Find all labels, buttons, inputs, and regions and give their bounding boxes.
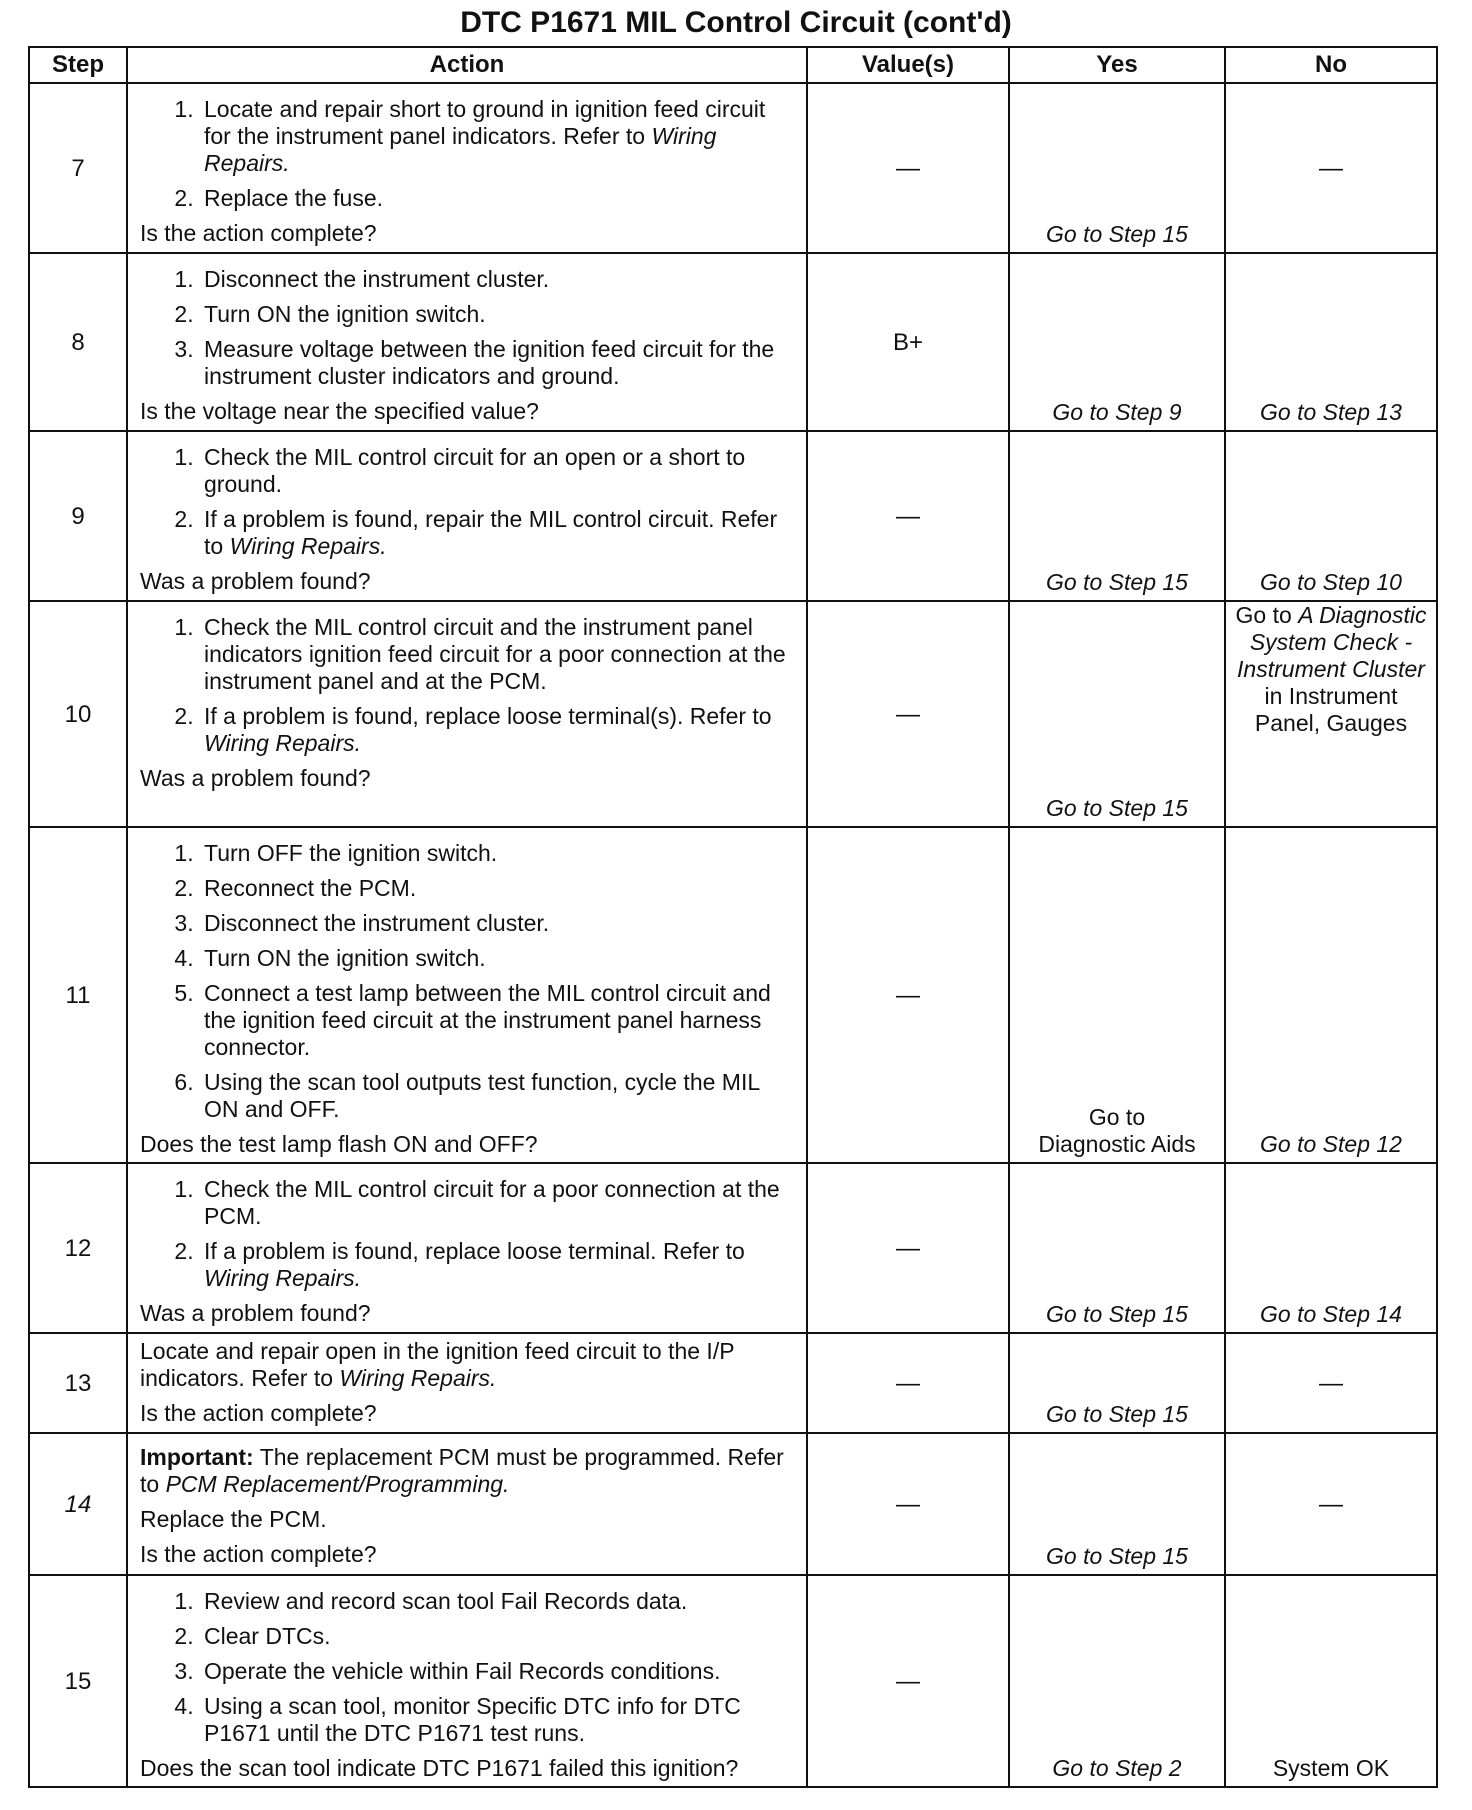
step-number: 13 xyxy=(29,1333,127,1433)
diagnostic-table xyxy=(28,46,1438,1788)
no-cell: Go to Step 13 xyxy=(1225,253,1437,431)
no-cell: Go to A Diagnostic System Check - Instrument Cluster in Instrument Panel, Gauges xyxy=(1225,601,1437,827)
no-cell: — xyxy=(1225,83,1437,253)
step-number: 10 xyxy=(29,601,127,827)
action-item: 1. Check the MIL control circuit for a poor connection at the PCM. xyxy=(200,1176,796,1230)
yes-cell: Go to Step 15 xyxy=(1009,431,1225,601)
action-item: 4. Turn ON the ignition switch. xyxy=(200,945,796,972)
no-cell: Go to Step 12 xyxy=(1225,827,1437,1163)
col-header-action: Action xyxy=(127,47,807,83)
action-item: 2. Reconnect the PCM. xyxy=(200,875,796,902)
action-question: Was a problem found? xyxy=(140,765,371,791)
col-header-values: Value(s) xyxy=(807,47,1009,83)
action-item: 2. Clear DTCs. xyxy=(200,1623,796,1650)
page-title: DTC P1671 MIL Control Circuit (cont'd) xyxy=(460,6,1012,39)
reference-link: Wiring Repairs. xyxy=(339,1365,497,1391)
action-item: 2. If a problem is found, repair the MIL control circuit. Refer to Wiring Repairs. xyxy=(200,506,796,560)
step-number: 12 xyxy=(29,1163,127,1333)
value-cell: — xyxy=(807,1163,1009,1333)
action-cell xyxy=(127,431,807,601)
action-question: Is the voltage near the specified value? xyxy=(140,398,539,424)
action-text: Locate and repair open in the ignition feed circuit to the I/P indicators. Refer to Wiring Repairs. xyxy=(140,1338,735,1391)
step-number: 8 xyxy=(29,253,127,431)
table-row xyxy=(29,253,1437,431)
value-cell: B+ xyxy=(807,253,1009,431)
action-item: 6. Using the scan tool outputs test function, cycle the MIL ON and OFF. xyxy=(200,1069,796,1123)
action-cell xyxy=(127,253,807,431)
important-note: Important: The replacement PCM must be programmed. Refer to PCM Replacement/Programming. xyxy=(140,1444,784,1497)
action-cell xyxy=(127,1433,807,1575)
yes-cell: Go to Step 15 xyxy=(1009,601,1225,827)
reference-link: Wiring Repairs. xyxy=(229,533,387,559)
no-cell: System OK xyxy=(1225,1575,1437,1787)
yes-cell: Go to Diagnostic Aids xyxy=(1009,827,1225,1163)
action-item: 1. Turn OFF the ignition switch. xyxy=(200,840,796,867)
action-item: 3. Disconnect the instrument cluster. xyxy=(200,910,796,937)
action-item: 1. Review and record scan tool Fail Records data. xyxy=(200,1588,796,1615)
reference-link: A Diagnostic System Check - Instrument Cluster xyxy=(1237,602,1427,682)
value-cell: — xyxy=(807,601,1009,827)
action-item: 2. Replace the fuse. xyxy=(200,185,796,212)
action-item: 1. Check the MIL control circuit and the instrument panel indicators ignition feed circuit for a poor connection at the instrument panel and at the PCM. xyxy=(200,614,796,695)
action-question: Does the scan tool indicate DTC P1671 failed this ignition? xyxy=(140,1755,739,1781)
value-cell: — xyxy=(807,83,1009,253)
action-cell xyxy=(127,1575,807,1787)
action-question: Is the action complete? xyxy=(140,1541,377,1567)
step-number: 7 xyxy=(29,83,127,253)
value-cell: — xyxy=(807,1575,1009,1787)
step-number: 14 xyxy=(29,1433,127,1575)
action-question: Is the action complete? xyxy=(140,220,377,246)
col-header-step: Step xyxy=(29,47,127,83)
step-number: 9 xyxy=(29,431,127,601)
action-item: 2. If a problem is found, replace loose terminal. Refer to Wiring Repairs. xyxy=(200,1238,796,1292)
reference-link: Wiring Repairs. xyxy=(204,123,717,176)
table-row xyxy=(29,1575,1437,1787)
table-row xyxy=(29,83,1437,253)
no-cell: — xyxy=(1225,1433,1437,1575)
action-item: 3. Operate the vehicle within Fail Records conditions. xyxy=(200,1658,796,1685)
table-row xyxy=(29,601,1437,827)
action-item: 4. Using a scan tool, monitor Specific DTC info for DTC P1671 until the DTC P1671 test runs. xyxy=(200,1693,796,1747)
col-header-yes: Yes xyxy=(1009,47,1225,83)
action-cell xyxy=(127,827,807,1163)
value-cell: — xyxy=(807,1333,1009,1433)
col-header-no: No xyxy=(1225,47,1437,83)
yes-cell: Go to Step 15 xyxy=(1009,83,1225,253)
action-cell xyxy=(127,601,807,827)
action-item: 2. If a problem is found, replace loose terminal(s). Refer to Wiring Repairs. xyxy=(200,703,796,757)
yes-cell: Go to Step 15 xyxy=(1009,1163,1225,1333)
action-cell xyxy=(127,83,807,253)
action-item: 2. Turn ON the ignition switch. xyxy=(200,301,796,328)
table-row xyxy=(29,431,1437,601)
no-cell: Go to Step 10 xyxy=(1225,431,1437,601)
action-item: 3. Measure voltage between the ignition feed circuit for the instrument cluster indicators and ground. xyxy=(200,336,796,390)
action-question: Was a problem found? xyxy=(140,568,371,594)
action-item: 1. Check the MIL control circuit for an open or a short to ground. xyxy=(200,444,796,498)
action-question: Is the action complete? xyxy=(140,1400,377,1426)
value-cell: — xyxy=(807,431,1009,601)
action-item: 1. Locate and repair short to ground in ignition feed circuit for the instrument panel indicators. Refer to Wiring Repairs. xyxy=(200,96,796,177)
reference-link: PCM Replacement/Programming. xyxy=(165,1471,510,1497)
table-row xyxy=(29,1333,1437,1433)
no-cell: Go to Step 14 xyxy=(1225,1163,1437,1333)
action-cell xyxy=(127,1163,807,1333)
yes-cell: Go to Step 15 xyxy=(1009,1333,1225,1433)
action-cell xyxy=(127,1333,807,1433)
reference-link: Wiring Repairs. xyxy=(204,730,362,756)
step-number: 11 xyxy=(29,827,127,1163)
reference-link: Wiring Repairs. xyxy=(204,1265,362,1291)
header-row xyxy=(29,47,1437,83)
table-row xyxy=(29,1163,1437,1333)
value-cell: — xyxy=(807,827,1009,1163)
action-question: Was a problem found? xyxy=(140,1300,371,1326)
table-row xyxy=(29,827,1437,1163)
action-item: 5. Connect a test lamp between the MIL control circuit and the ignition feed circuit at the instrument panel harness connector. xyxy=(200,980,796,1061)
action-text: Replace the PCM. xyxy=(140,1506,327,1532)
no-cell: — xyxy=(1225,1333,1437,1433)
action-item: 1. Disconnect the instrument cluster. xyxy=(200,266,796,293)
value-cell: — xyxy=(807,1433,1009,1575)
yes-cell: Go to Step 2 xyxy=(1009,1575,1225,1787)
yes-cell: Go to Step 15 xyxy=(1009,1433,1225,1575)
step-number: 15 xyxy=(29,1575,127,1787)
action-question: Does the test lamp flash ON and OFF? xyxy=(140,1131,538,1157)
table-row xyxy=(29,1433,1437,1575)
yes-cell: Go to Step 9 xyxy=(1009,253,1225,431)
